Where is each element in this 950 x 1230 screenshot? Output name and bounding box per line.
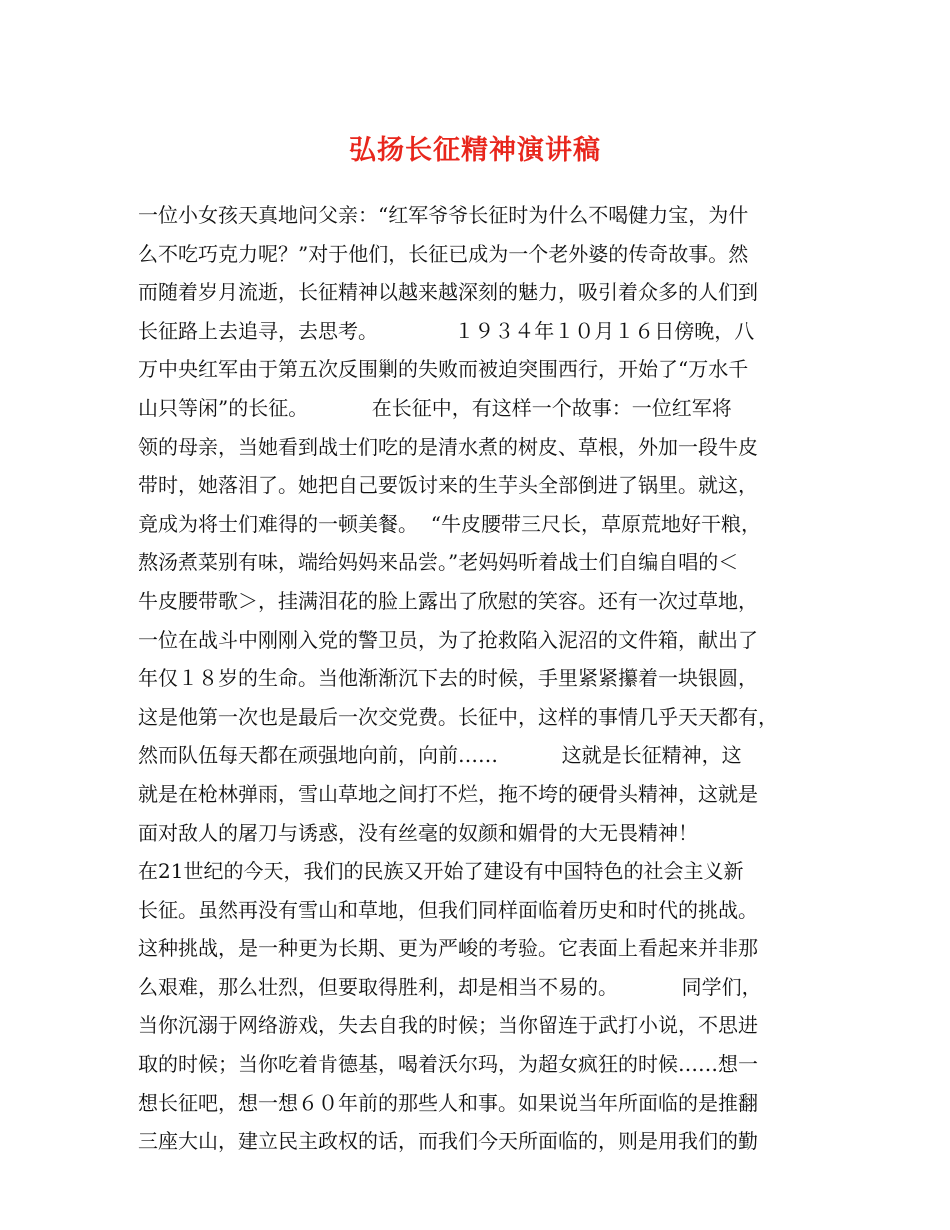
body-line: 这是他第一次也是最后一次交党费。长征中，这样的事情几乎天天都有， — [138, 704, 778, 729]
body-line: 在21世纪的今天，我们的民族又开始了建设有中国特色的社会主义新 — [138, 859, 744, 884]
body-line: 然而队伍每天都在顽强地向前，向前…… 这就是长征精神，这 — [138, 743, 742, 768]
body-line: 三座大山，建立民主政权的话，而我们今天所面临的，则是用我们的勤 — [138, 1129, 758, 1154]
document-title: 弘扬长征精神演讲稿 — [349, 135, 601, 166]
body-line: 取的时候；当你吃着肯德基，喝着沃尔玛，为超女疯狂的时候……想一 — [138, 1052, 758, 1077]
body-line: 竟成为将士们难得的一顿美餐。 “牛皮腰带三尺长，草原荒地好干粮， — [138, 511, 761, 536]
body-line: 熬汤煮菜别有味，端给妈妈来品尝。”老妈妈听着战士们自编自唱的＜ — [138, 550, 739, 575]
body-line: 么不吃巧克力呢？”对于他们，长征已成为一个老外婆的传奇故事。然 — [138, 241, 749, 266]
body-line: 么艰难，那么壮烈，但要取得胜利，却是相当不易的。 同学们， — [138, 974, 762, 999]
body-line: 当你沉溺于网络游戏，失去自我的时候；当你留连于武打小说，不思进 — [138, 1013, 758, 1038]
body-line: 一位在战斗中刚刚入党的警卫员，为了抢救陷入泥沼的文件箱，献出了 — [138, 627, 758, 652]
body-line: 年仅１８岁的生命。当他渐渐沉下去的时候，手里紧紧攥着一块银圆， — [138, 666, 758, 691]
body-line: 长征。虽然再没有雪山和草地，但我们同样面临着历史和时代的挑战。 — [138, 897, 758, 922]
body-line: 想长征吧，想一想６０年前的那些人和事。如果说当年所面临的是推翻 — [138, 1090, 758, 1115]
body-line: 山只等闲”的长征。 在长征中，有这样一个故事：一位红军将 — [138, 395, 732, 420]
body-line: 一位小女孩天真地问父亲：“红军爷爷长征时为什么不喝健力宝，为什 — [138, 203, 749, 227]
body-line: 这种挑战，是一种更为长期、更为严峻的考验。它表面上看起来并非那 — [138, 936, 758, 961]
body-line: 就是在枪林弹雨，雪山草地之间打不烂，拖不垮的硬骨头精神，这就是 — [138, 781, 758, 806]
body-line: 牛皮腰带歌＞，挂满泪花的脸上露出了欣慰的笑容。还有一次过草地， — [138, 588, 758, 613]
body-line: 面对敌人的屠刀与诱惑，没有丝毫的奴颜和媚骨的大无畏精神！ — [138, 820, 698, 845]
body-line: 万中央红军由于第五次反围剿的失败而被迫突围西行，开始了“万水千 — [138, 357, 749, 382]
body-line: 带时，她落泪了。她把自己要饭讨来的生芋头全部倒进了锅里。就这， — [138, 473, 758, 498]
body-line: 长征路上去追寻，去思考。 １９３４年１０月１６日傍晚，八 — [138, 318, 755, 343]
body-line: 领的母亲，当她看到战士们吃的是清水煮的树皮、草根，外加一段牛皮 — [138, 434, 758, 459]
body-line: 而随着岁月流逝，长征精神以越来越深刻的魅力，吸引着众多的人们到 — [138, 280, 758, 305]
document-body — [138, 196, 818, 1161]
